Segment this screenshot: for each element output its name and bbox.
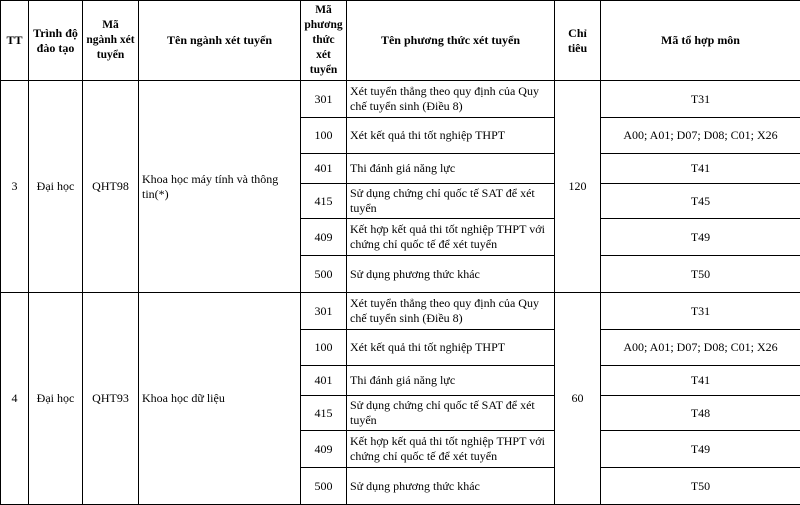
program-level: Đại học [29,293,83,505]
method-name: Kết hợp kết quả thi tốt nghiệp THPT với chứng chỉ quốc tế để xét tuyển [347,219,555,256]
header-major-name: Tên ngành xét tuyển [139,1,301,81]
program-tt: 3 [1,81,29,293]
program-name: Khoa học dữ liệu [139,293,301,505]
combo-code: T31 [601,81,800,118]
combo-code: T50 [601,256,800,293]
method-name: Kết hợp kết quả thi tốt nghiệp THPT với chứng chỉ quốc tế để xét tuyển [347,431,555,468]
header-combo: Mã tổ hợp môn [601,1,800,81]
table-row [1,293,800,330]
method-name: Sử dụng chứng chỉ quốc tế SAT để xét tuyển [347,396,555,431]
method-code: 409 [301,431,347,468]
method-name: Sử dụng phương thức khác [347,256,555,293]
method-code: 500 [301,256,347,293]
header-method-code: Mã phương thức xét tuyển [301,1,347,81]
combo-code: T50 [601,468,800,505]
header-level: Trình độ đào tạo [29,1,83,81]
method-name: Xét kết quả thi tốt nghiệp THPT [347,330,555,366]
program-quota: 120 [555,81,601,293]
program-name: Khoa học máy tính và thông tin(*) [139,81,301,293]
header-major-code: Mã ngành xét tuyển [83,1,139,81]
method-code: 301 [301,293,347,330]
combo-code: T49 [601,431,800,468]
method-code: 100 [301,330,347,366]
combo-code: T31 [601,293,800,330]
method-code: 500 [301,468,347,505]
method-code: 301 [301,81,347,118]
method-code: 401 [301,154,347,184]
header-row [1,1,800,81]
method-name: Thi đánh giá năng lực [347,366,555,396]
method-name: Sử dụng chứng chỉ quốc tế SAT để xét tuyển [347,184,555,219]
method-code: 100 [301,118,347,154]
program-quota: 60 [555,293,601,505]
method-name: Xét tuyển thẳng theo quy định của Quy chế tuyển sinh (Điều 8) [347,293,555,330]
combo-code: A00; A01; D07; D08; C01; X26 [601,118,800,154]
method-name: Xét tuyển thẳng theo quy định của Quy chế tuyển sinh (Điều 8) [347,81,555,118]
method-code: 415 [301,396,347,431]
header-tt: TT [1,1,29,81]
combo-code: T41 [601,154,800,184]
combo-code: A00; A01; D07; D08; C01; X26 [601,330,800,366]
combo-code: T41 [601,366,800,396]
method-code: 409 [301,219,347,256]
method-name: Xét kết quả thi tốt nghiệp THPT [347,118,555,154]
combo-code: T45 [601,184,800,219]
method-code: 415 [301,184,347,219]
method-name: Sử dụng phương thức khác [347,468,555,505]
header-quota: Chỉ tiêu [555,1,601,81]
program-code: QHT93 [83,293,139,505]
program-level: Đại học [29,81,83,293]
program-code: QHT98 [83,81,139,293]
method-code: 401 [301,366,347,396]
combo-code: T49 [601,219,800,256]
combo-code: T48 [601,396,800,431]
program-tt: 4 [1,293,29,505]
header-method-name: Tên phương thức xét tuyển [347,1,555,81]
method-name: Thi đánh giá năng lực [347,154,555,184]
table-row [1,81,800,118]
